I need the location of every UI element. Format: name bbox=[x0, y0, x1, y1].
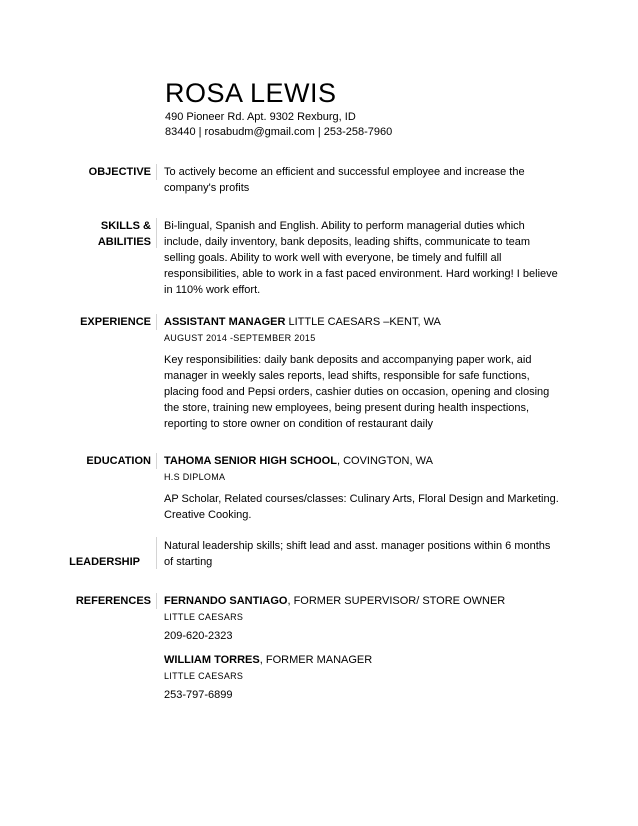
reference-name: WILLIAM TORRES bbox=[164, 654, 260, 666]
education-description: AP Scholar, Related courses/classes: Culinary Arts, Floral Design and Marketing. Creative Cooking. bbox=[164, 493, 559, 521]
education-label: EDUCATION bbox=[86, 455, 151, 467]
job-description: Key responsibilities: daily bank deposits and accompanying paper work, aid manager in weekly sales reports, lead shifts, responsible for safe functions, placing food and Pepsi orders, cashier duties on occasion, opening and closing the store, training new employees, being present during health inspections, reporting to store owner on condition of restaurant daily bbox=[164, 354, 550, 430]
section-divider bbox=[156, 218, 157, 248]
leadership-label: LEADERSHIP bbox=[69, 556, 140, 568]
reference-role: , FORMER MANAGER bbox=[259, 654, 373, 666]
school-location: , COVINGTON, WA bbox=[336, 455, 433, 467]
reference-role: , FORMER SUPERVISOR/ STORE OWNER bbox=[287, 595, 506, 607]
objective-label: OBJECTIVE bbox=[88, 166, 151, 178]
reference-company: LITTLE CAESARS bbox=[164, 612, 244, 622]
section-divider bbox=[156, 593, 157, 609]
reference-company: LITTLE CAESARS bbox=[164, 671, 244, 681]
school-name: TAHOMA SENIOR HIGH SCHOOL bbox=[164, 455, 337, 467]
school-line bbox=[164, 453, 559, 469]
section-divider bbox=[156, 537, 157, 569]
experience-content bbox=[164, 314, 559, 432]
reference-name: FERNANDO SANTIAGO bbox=[164, 595, 288, 607]
reference-item bbox=[164, 652, 559, 703]
job-employer: LITTLE CAESARS –KENT, WA bbox=[285, 316, 441, 328]
contact-address: 490 Pioneer Rd. Apt. 9302 Rexburg, ID bbox=[165, 111, 356, 123]
section-divider bbox=[156, 164, 157, 180]
resume-name: ROSA LEWIS bbox=[165, 78, 337, 108]
reference-item bbox=[164, 593, 559, 644]
experience-label: EXPERIENCE bbox=[80, 316, 151, 328]
objective-text: To actively become an efficient and successful employee and increase the company's profits bbox=[164, 166, 525, 194]
job-title: ASSISTANT MANAGER bbox=[164, 316, 286, 328]
contact-line: 83440 | rosabudm@gmail.com | 253-258-7960 bbox=[165, 126, 393, 138]
section-divider bbox=[156, 453, 157, 469]
job-title-line bbox=[164, 314, 559, 330]
job-dates: AUGUST 2014 -SEPTEMBER 2015 bbox=[164, 333, 316, 343]
references-label: REFERENCES bbox=[75, 595, 151, 607]
reference-phone: 253-797-6899 bbox=[164, 689, 233, 701]
references-content bbox=[164, 593, 559, 703]
leadership-text: Natural leadership skills; shift lead and asst. manager positions within 6 months of starting bbox=[164, 540, 551, 568]
section-divider bbox=[156, 314, 157, 330]
reference-phone: 209-620-2323 bbox=[164, 630, 233, 642]
skills-label: SKILLS & ABILITIES bbox=[97, 220, 151, 248]
skills-text: Bi-lingual, Spanish and English. Ability to perform managerial duties which include, daily inventory, bank deposits, leading shifts, communicate to team selling goals. Ability to work well with everyone, be timely and fulfill all responsibilities, able to work in a fast paced environment. Hard working! I believe in 110% work effort. bbox=[164, 220, 558, 296]
education-content bbox=[164, 453, 559, 523]
degree: H.S DIPLOMA bbox=[164, 472, 226, 482]
